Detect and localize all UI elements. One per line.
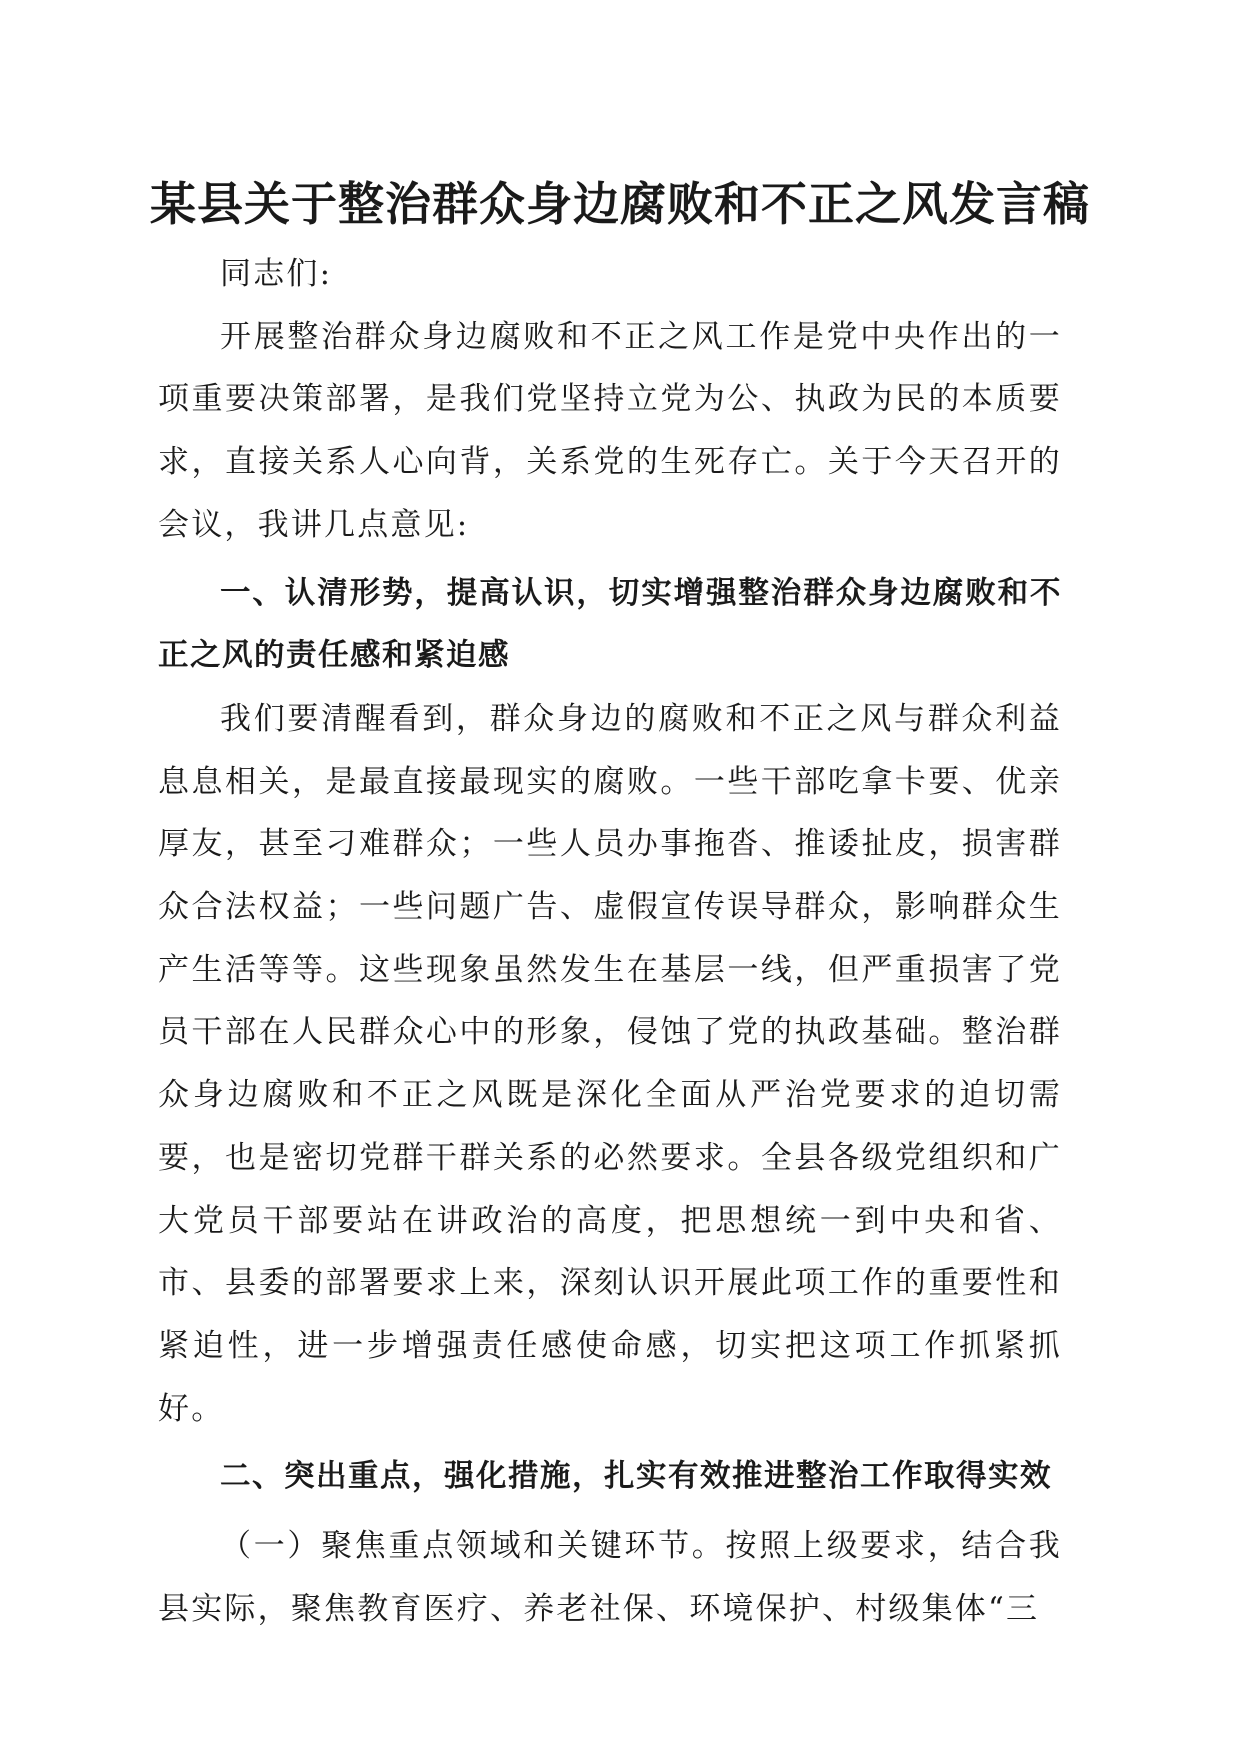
intro-paragraph: 开展整治群众身边腐败和不正之风工作是党中央作出的一项重要决策部署，是我们党坚持立党为公、执政为民的本质要求，直接关系人心向背，关系党的生死存亡。关于今天召开的会议，我讲几点意见: bbox=[158, 318, 1062, 543]
salutation: 同志们: bbox=[220, 256, 333, 292]
section-2-item-1: （一）聚焦重点领域和关键环节。按照上级要求，结合我县实际，聚焦教育医疗、养老社保、环境保护、村级集体“三 bbox=[158, 1528, 1062, 1627]
section-2-heading: 二、突出重点，强化措施，扎实有效推进整治工作取得实效 bbox=[220, 1459, 1052, 1495]
section-1-paragraph: 我们要清醒看到，群众身边的腐败和不正之风与群众利益息息相关，是最直接最现实的腐败。一些干部吃拿卡要、优亲厚友，甚至刁难群众；一些人员办事拖沓、推诿扯皮，损害群众合法权益；一些问题广告、虚假宣传误导群众，影响群众生产生活等等。这些现象虽然发生在基层一线，但严重损害了党员干部在人民群众心中的形象，侵蚀了党的执政基础。整治群众身边腐败和不正之风既是深化全面从严治党要求的迫切需要，也是密切党群干群关系的必然要求。全县各级党组织和广大党员干部要站在讲政治的高度，把思想统一到中央和省、市、县委的部署要求上来，深刻认识开展此项工作的重要性和紧迫性，进一步增强责任感使命感，切实把这项工作抓紧抓好。 bbox=[158, 700, 1062, 1427]
document-title: 某县关于整治群众身边腐败和不正之风发言稿 bbox=[150, 177, 1090, 231]
section-1-heading: 一、认清形势，提高认识，切实增强整治群众身边腐败和不正之风的责任感和紧迫感 bbox=[158, 575, 1062, 674]
document-body bbox=[158, 243, 1062, 1640]
